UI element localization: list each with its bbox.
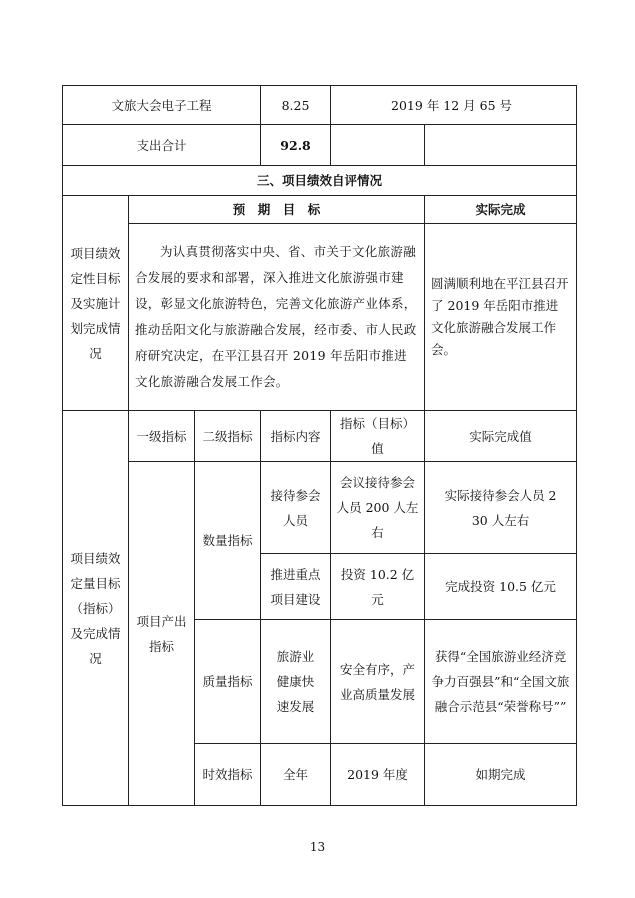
indicator-actual: 完成投资 10.5 亿元: [425, 554, 577, 620]
expense-total-note: [425, 125, 577, 166]
level2-timeliness: 时效指标: [195, 744, 261, 806]
header-content: 指标内容: [261, 411, 331, 462]
expense-total-label: 支出合计: [63, 125, 261, 166]
indicator-target: 会议接待参会人员 200 人左右: [331, 462, 425, 554]
indicator-content: 接待参会人员: [261, 462, 331, 554]
level2-quality: 质量指标: [195, 620, 261, 744]
header-level2: 二级指标: [195, 411, 261, 462]
expense-amount: 8.25: [261, 86, 331, 125]
expense-total-row: [63, 125, 577, 166]
table-row: [63, 462, 577, 554]
expense-item-name: 文旅大会电子工程: [63, 86, 261, 125]
indicator-target: 安全有序，产业高质量发展: [331, 620, 425, 744]
indicator-target: 投资 10.2 亿元: [331, 554, 425, 620]
header-level1: 一级指标: [129, 411, 195, 462]
qualitative-label: 项目绩效定性目标及实施计划完成情况: [63, 196, 129, 411]
header-target: 指标（目标）值: [331, 411, 425, 462]
quantitative-label: 项目绩效定量目标（指标）及完成情况: [63, 411, 129, 806]
expense-doc-number: 2019 年 12 月 65 号: [391, 97, 513, 113]
expense-row: [63, 86, 577, 125]
section-title: 三、项目绩效自评情况: [63, 166, 577, 196]
level2-quantity: 数量指标: [195, 462, 261, 620]
expense-doc-cell: [331, 86, 577, 125]
qualitative-content-row: [63, 224, 577, 411]
expense-total-amount: 92.8: [261, 125, 331, 166]
level1-indicator: 项目产出指标: [129, 462, 195, 806]
performance-table: [62, 85, 577, 806]
indicator-target: 2019 年度: [331, 744, 425, 806]
actual-completion-text: 圆满顺利地在平江县召开了 2019 年岳阳市推进文化旅游融合发展工作会。: [425, 224, 577, 411]
expected-goal-header: 预 期 目 标: [129, 196, 425, 224]
indicator-content: 旅游业健康快速发展: [261, 620, 331, 744]
actual-completion-header: 实际完成: [425, 196, 577, 224]
qualitative-header-row: [63, 196, 577, 224]
indicator-content: 全年: [261, 744, 331, 806]
indicator-actual: 获得“全国旅游业经济竞争力百强县”和“全国文旅融合示范县“荣誉称号””: [425, 620, 577, 744]
expense-total-doc: [331, 125, 425, 166]
indicator-content: 推进重点项目建设: [261, 554, 331, 620]
indicator-actual: 如期完成: [425, 744, 577, 806]
header-actual: 实际完成值: [425, 411, 577, 462]
expected-goal-text: 为认真贯彻落实中央、省、市关于文化旅游融合发展的要求和部署，深入推进文化旅游强市建设，彰显文化旅游特色，完善文化旅游产业体系，推动岳阳文化与旅游融合发展，经市委、市人民政府研究决定，在平江县召开 2019 年岳阳市推进文化旅游融合发展工作会。: [129, 224, 425, 411]
indicator-actual: 实际接待参会人员 230 人左右: [425, 462, 577, 554]
page-number: 13: [309, 840, 326, 854]
section-title-row: [63, 166, 577, 196]
quantitative-header-row: [63, 411, 577, 462]
